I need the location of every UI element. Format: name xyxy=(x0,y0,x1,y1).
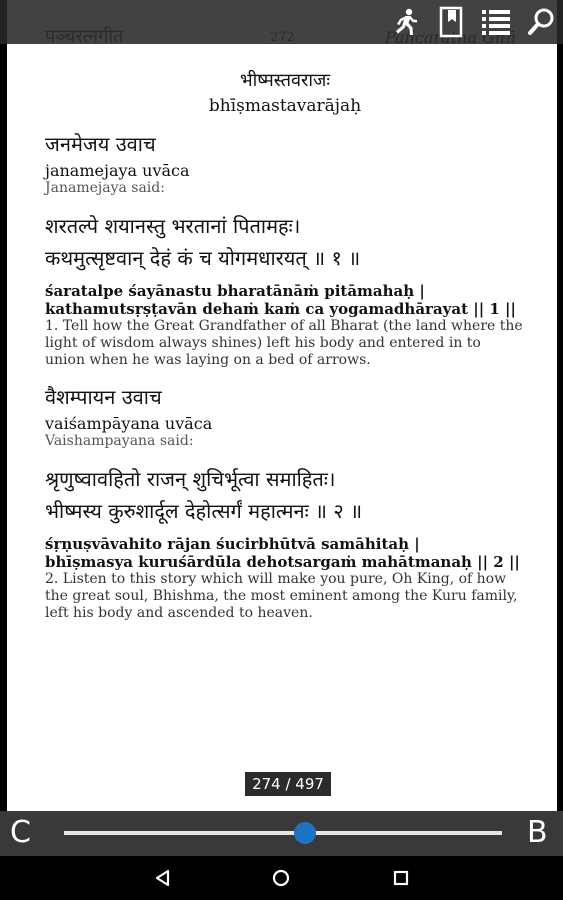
page-slider-bar xyxy=(0,811,563,856)
verse-line: śaratalpe śayānastu bharatānāṁ pitāmahaḥ | xyxy=(45,282,425,300)
reader-page[interactable] xyxy=(7,0,557,811)
verse-translation: 1. Tell how the Great Grandfather of all Bharat (the land where the light of wisdom always shines) left his body and entered in to union when he was laying on a bed of arrows. xyxy=(45,318,523,368)
recents-icon[interactable] xyxy=(381,862,421,894)
page-indicator: 274 / 497 xyxy=(245,772,331,796)
page-content xyxy=(45,62,525,622)
verse-line: kathamutsṛṣṭavān dehaṁ kaṁ ca yogamadhārayat || 1 || xyxy=(45,300,516,318)
verse-line: bhīṣmasya kuruśārdūla dehotsargaṁ mahātmanaḥ || 2 || xyxy=(45,553,520,571)
bookmark-icon[interactable] xyxy=(433,4,469,40)
verse-iast xyxy=(45,535,525,571)
run-icon[interactable] xyxy=(386,4,422,40)
home-icon[interactable] xyxy=(261,862,301,894)
search-icon[interactable] xyxy=(523,4,559,40)
slider-fill xyxy=(64,831,305,835)
speaker-english: Janamejaya said: xyxy=(45,180,165,196)
verse-line: śṛṇuṣvāvahito rājan śucirbhūtvā samāhitaḥ | xyxy=(45,535,420,553)
section-2 xyxy=(45,383,525,622)
slider-right-label[interactable]: B xyxy=(527,815,548,850)
back-icon[interactable] xyxy=(143,862,183,894)
page-slider[interactable] xyxy=(64,831,502,835)
verse-devanagari xyxy=(45,210,525,274)
android-navigation-bar xyxy=(0,856,563,900)
section-1 xyxy=(45,130,525,369)
chapter-title-devanagari: भीष्मस्तवराजः xyxy=(239,70,331,91)
verse-line: शरतल्पे शयानस्तु भरतानां पितामहः। xyxy=(45,214,301,238)
verse-line: श्रृणुष्वावहितो राजन् शुचिर्भूत्वा समाहितः। xyxy=(45,467,336,491)
speaker-devanagari: जनमेजय उवाच xyxy=(45,132,156,156)
speaker-english: Vaishampayana said: xyxy=(45,433,194,449)
verse-devanagari xyxy=(45,463,525,527)
list-icon[interactable] xyxy=(478,4,514,40)
slider-left-label[interactable]: C xyxy=(10,815,31,850)
verse-translation: 2. Listen to this story which will make you pure, Oh King, of how the great soul, Bhishma, the most eminent among the Kuru family, left his body and ascended to heaven. xyxy=(45,571,518,621)
chapter-title-iast: bhīṣmastavarājaḥ xyxy=(208,96,362,116)
speaker-iast: vaiśampāyana uvāca xyxy=(45,414,213,433)
speaker-devanagari: वैशम्पायन उवाच xyxy=(45,385,162,409)
verse-line: कथमुत्सृष्टवान् देहं कं च योगमधारयत् ॥ १ ॥ xyxy=(45,246,361,270)
verse-iast xyxy=(45,282,525,318)
speaker-iast: janamejaya uvāca xyxy=(45,161,190,180)
reader-toolbar xyxy=(0,0,563,44)
slider-thumb[interactable] xyxy=(294,822,316,844)
verse-line: भीष्मस्य कुरुशार्दूल देहोत्सर्गं महात्मनः ॥ २ ॥ xyxy=(45,499,363,523)
